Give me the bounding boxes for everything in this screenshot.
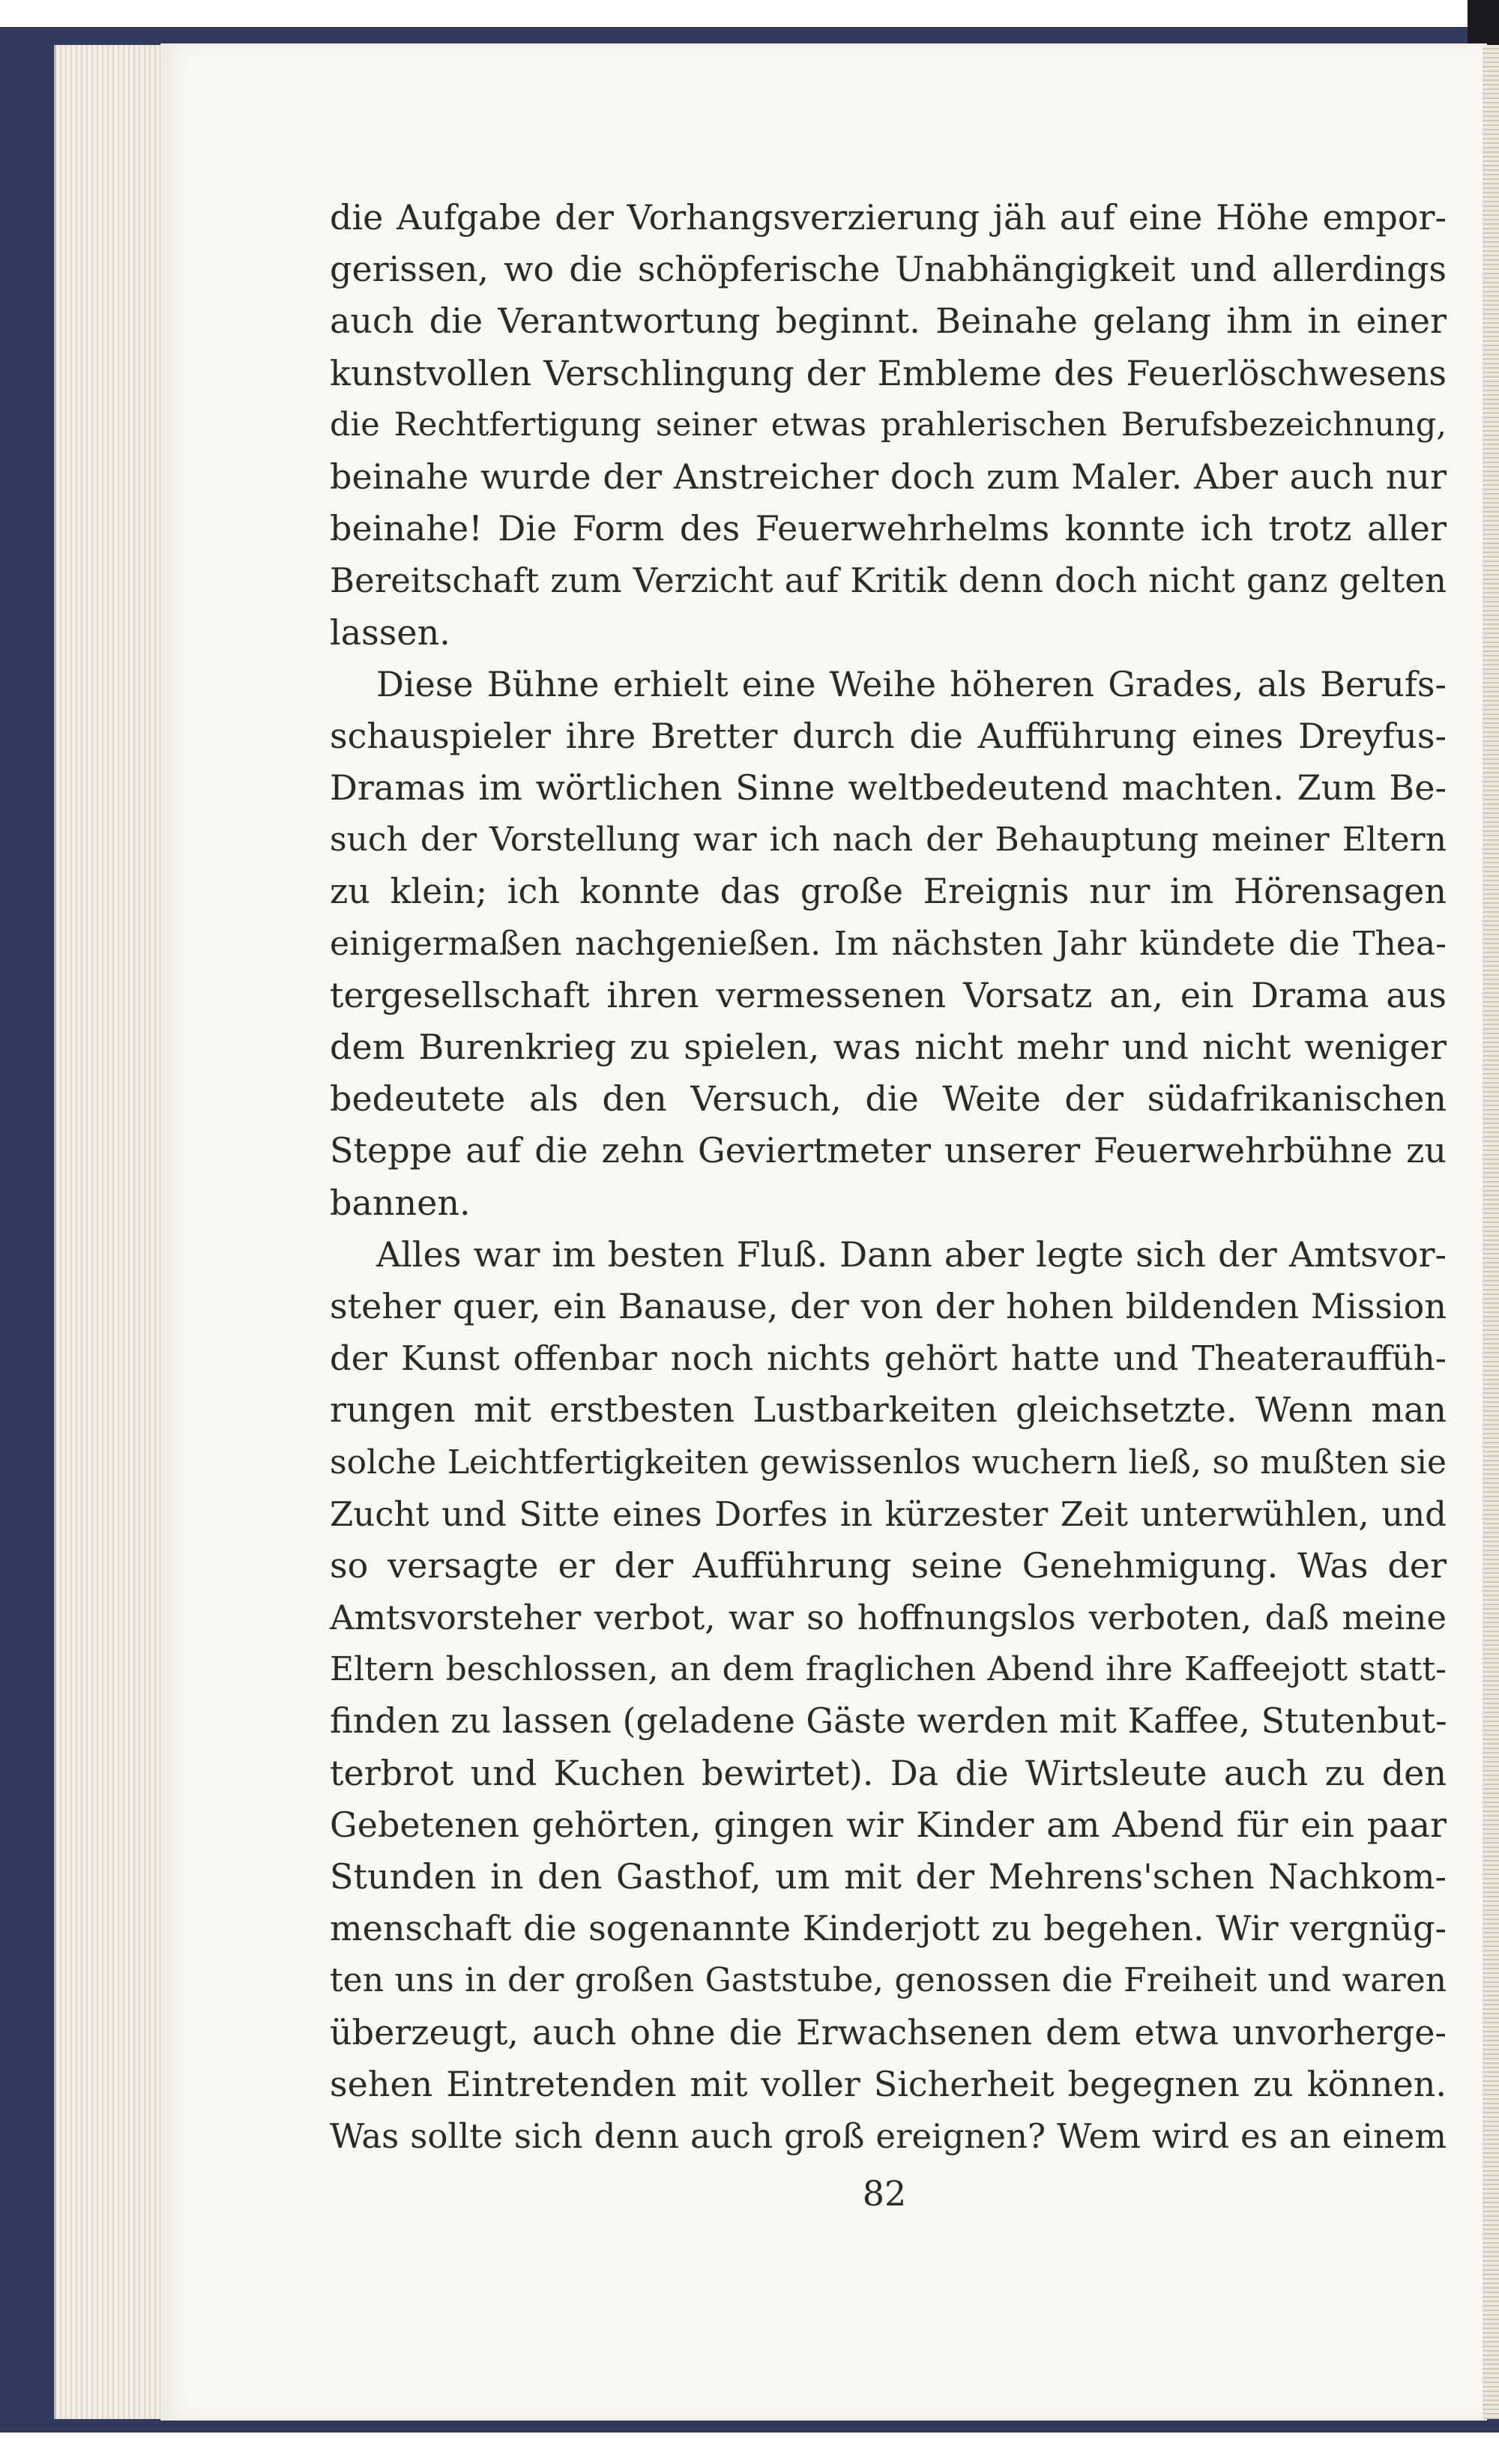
text-line: beinahe wurde der Anstreicher doch zum Maler. Aber auch nur	[330, 456, 1447, 497]
text-line: bedeutete als den Versuch, die Weite der südafrikanischen	[330, 1078, 1447, 1120]
text-line: rungen mit erstbesten Lustbarkeiten gleichsetzte. Wenn man	[330, 1389, 1447, 1431]
text-line: terbrot und Kuchen bewirtet). Da die Wirtsleute auch zu den	[330, 1752, 1447, 1793]
text-line: Alles war im besten Fluß. Dann aber legte sich der Amtsvor-	[376, 1233, 1447, 1275]
text-line: dem Burenkrieg zu spielen, was nicht mehr und nicht weniger	[330, 1027, 1447, 1067]
body-text	[330, 192, 1447, 2162]
text-line: steher quer, ein Banause, der von der hohen bildenden Mission	[330, 1285, 1447, 1326]
text-line: Was sollte sich denn auch groß ereignen? Wem wird es an einem	[330, 2116, 1447, 2156]
text-line: auch die Verantwortung beginnt. Beinahe gelang ihm in einer	[330, 301, 1447, 342]
text-line: einigermaßen nachgenießen. Im nächsten Jahr kündete die Thea-	[330, 924, 1447, 963]
text-line: such der Vorstellung war ich nach der Behauptung meiner Eltern	[330, 821, 1447, 860]
text-line: lassen.	[330, 612, 450, 653]
text-line: gerissen, wo die schöpferische Unabhängigkeit und allerdings	[330, 249, 1447, 290]
right-page-edges	[1483, 45, 1499, 2419]
page-number: 82	[862, 2173, 907, 2214]
page-edges	[54, 45, 167, 2419]
text-line: überzeugt, auch ohne die Erwachsenen dem etwa unvorherge-	[330, 2011, 1447, 2053]
text-line: ten uns in der großen Gaststube, genossen die Freiheit und waren	[330, 1961, 1447, 2000]
text-line: menschaft die sogenannte Kinderjott zu begehen. Wir vergnüg-	[330, 1908, 1447, 1949]
text-line: Zucht und Sitte eines Dorfes in kürzester Zeit unterwühlen, und	[330, 1494, 1447, 1534]
text-line: kunstvollen Verschlingung der Embleme des Feuerlöschwesens	[330, 352, 1447, 393]
text-line: tergesellschaft ihren vermessenen Vorsatz an, ein Drama aus	[330, 974, 1447, 1015]
text-line: Eltern beschlossen, an dem fraglichen Abend ihre Kaffeejott statt-	[330, 1650, 1447, 1689]
text-line: zu klein; ich konnte das große Ereignis nur im Hörensagen	[330, 871, 1447, 912]
text-line: Gebetenen gehörten, gingen wir Kinder am Abend für ein paar	[330, 1804, 1447, 1845]
text-line: Diese Bühne erhielt eine Weihe höheren Grades, als Berufs-	[376, 663, 1447, 704]
text-line: sehen Eintretenden mit voller Sicherheit begegnen zu können.	[330, 2063, 1447, 2104]
text-line: die Rechtfertigung seiner etwas prahlerischen Berufsbezeichnung,	[330, 405, 1447, 444]
text-line: Bereitschaft zum Verzicht auf Kritik denn doch nicht ganz gelten	[330, 561, 1447, 601]
text-line: bannen.	[330, 1182, 471, 1223]
text-line: Dramas im wörtlichen Sinne weltbedeutend machten. Zum Be-	[330, 767, 1447, 809]
text-line: Steppe auf die zehn Geviertmeter unserer Feuerwehrbühne zu	[330, 1130, 1447, 1171]
text-line: der Kunst offenbar noch nichts gehört hatte und Theaterauffüh-	[330, 1338, 1447, 1379]
text-line: die Aufgabe der Vorhangsverzierung jäh auf eine Höhe empor-	[330, 197, 1447, 238]
text-line: finden zu lassen (geladene Gäste werden mit Kaffee, Stutenbut-	[330, 1700, 1447, 1742]
text-line: solche Leichtfertigkeiten gewissenlos wuchern ließ, so mußten sie	[330, 1443, 1447, 1482]
text-line: Stunden in den Gasthof, um mit der Mehrens'schen Nachkom-	[330, 1856, 1447, 1897]
text-line: so versagte er der Aufführung seine Genehmigung. Was der	[330, 1544, 1447, 1586]
text-line: beinahe! Die Form des Feuerwehrhelms konnte ich trotz aller	[330, 508, 1447, 549]
background-corner	[1468, 0, 1499, 45]
text-line: Amtsvorsteher verbot, war so hoffnungslos verboten, daß meine	[330, 1598, 1447, 1638]
text-line: schauspieler ihre Bretter durch die Aufführung eines Dreyfus-	[330, 715, 1447, 756]
